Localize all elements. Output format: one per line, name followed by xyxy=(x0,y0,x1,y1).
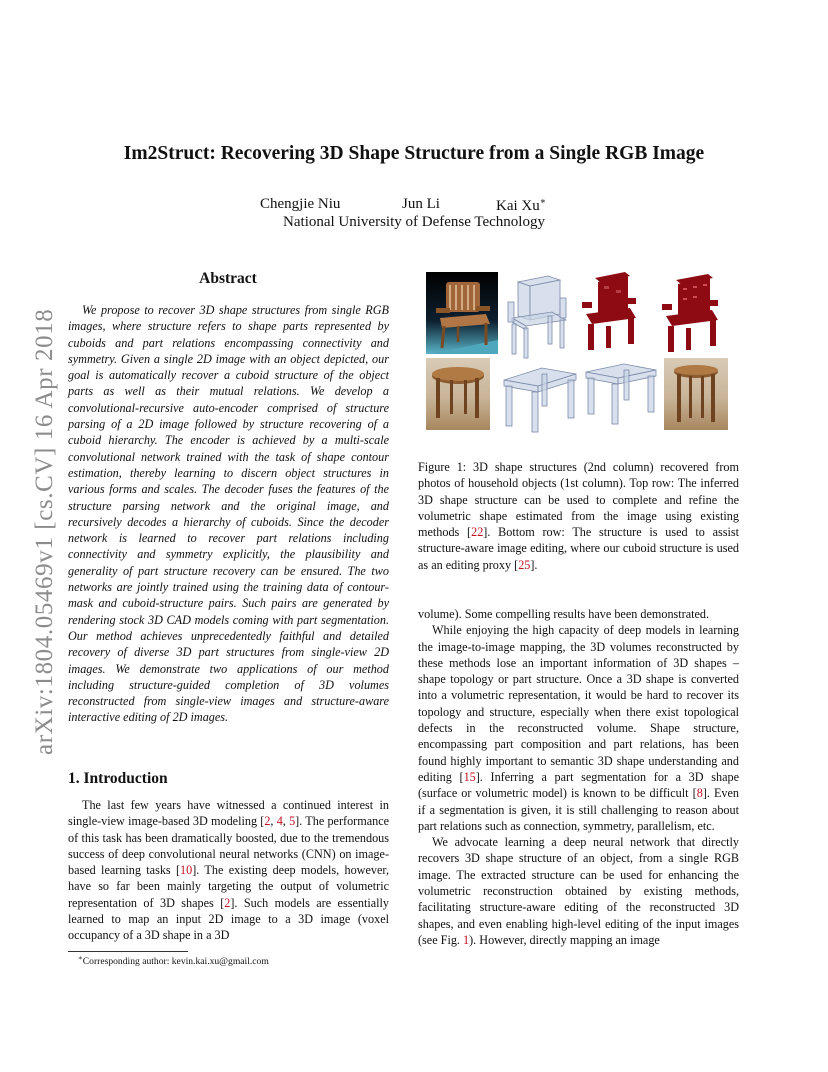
citation-link[interactable]: 25 xyxy=(518,557,531,572)
section-heading-introduction: 1. Introduction xyxy=(68,770,168,787)
citation-link[interactable]: 22 xyxy=(471,525,484,540)
citation-link[interactable]: 2 xyxy=(264,814,271,829)
affiliation: National University of Defense Technology xyxy=(283,214,545,230)
figure-1 xyxy=(420,268,740,448)
author-mark: ∗ xyxy=(539,196,546,206)
citation-link[interactable]: 2 xyxy=(224,895,231,910)
chair-volume-render xyxy=(582,272,636,350)
intro-right-column xyxy=(418,606,739,948)
table-photo xyxy=(426,358,490,430)
intro-paragraph: The last few years have witnessed a continued interest in single-view image-based 3D modeling [2, 4, 5]. The performance of this task has been dramatically boosted, due to the tremendous success of deep convolutional neural networks (CNN) on image-based learning tasks [10]. The existing deep models, however, have so far been mainly targeting the output of volumetric representation of 3D shapes [2]. Such models are essentially learned to map an input 2D image to a 3D image (voxel occupancy of a 3D shape in a 3D xyxy=(68,798,390,943)
citation-link[interactable]: 10 xyxy=(180,863,193,878)
figure-caption: Figure 1: 3D shape structures (2nd column) recovered from photos of household objects (1st column). Top row: The inferred 3D shape structure can be used to complete and refine the volumetric shape estimated from the image using existing methods [22]. Bottom row: The structure is used to assist structure-aware image editing, where our cuboid structure is used as an editing proxy [25]. xyxy=(418,460,739,572)
figure-reference-link[interactable]: 1 xyxy=(463,932,470,947)
citation-link[interactable]: 4 xyxy=(276,814,283,829)
citation-link[interactable]: 8 xyxy=(696,786,703,801)
author-name: Kai Xu∗ xyxy=(496,196,546,214)
footnote xyxy=(78,954,269,967)
footnote-mark: ∗ xyxy=(78,954,83,962)
intro-paragraph: While enjoying the high capacity of deep models in learning the image-to-image mapping, the 3D volumes reconstructed by these methods lose an important information of 3D shapes – shape topology or part structure. Once a 3D shape is converted into a volumetric representation, it would be hard to recover its topology and structure, especially when there exist topological defects in the reconstructed volume. Shape structure, encompassing part composition and part relations, has been found highly important to semantic 3D shape understanding and editing [15]. Inferring a part segmentation for a 3D shape (surface or volumetric model) is known to be difficult [8]. Even if a segmentation is given, it is still challenging to reason about part relations such as connection, symmetry, parallelism, etc. xyxy=(418,623,739,833)
abstract-heading: Abstract xyxy=(199,270,257,287)
intro-paragraph: volume). Some compelling results have been demonstrated. xyxy=(418,607,710,621)
abstract-paragraph: We propose to recover 3D shape structures from single RGB images, where structure refers to shape parts represented by cuboids and part relations encompassing connectivity and symmetry. Given a single 2D image with an object depicted, our goal is automatically recover a cuboid structure of the object parts as well as their mutual relations. We develop a convolutional-recursive auto-encoder comprised of structure parsing of a 2D image followed by structure recovering of a cuboid hierarchy. The encoder is achieved by a multi-scale convolutional network trained with the task of shape contour estimation, thereby learning to discern object structures in various forms and scales. The decoder fuses the features of the structure parsing network and the original image, and recursively decodes a hierarchy of cuboids. Since the decoder network is learned to recover part relations including connectivity and symmetry explicitly, the plausibility and generality of part structure recovery can be ensured. The two networks are jointly trained using the training data of contour-mask and cuboid-structure pairs. Such pairs are generated by rendering stock 3D CAD models coming with part segmentation. Our method achieves unprecedentedly faithful and detailed recovery of diverse 3D part structures from single-view 2D images. We demonstrate two applications of our method including structure-guided completion of 3D volumes reconstructed from single-view images and structure-aware interactive editing of 2D images. xyxy=(68,303,389,725)
footnote-rule xyxy=(68,951,188,952)
author-list xyxy=(260,196,560,216)
footnote-text: Corresponding author: kevin.kai.xu@gmail.com xyxy=(82,956,269,968)
table-cuboid-structure xyxy=(504,368,576,432)
chair-cuboid-structure xyxy=(508,276,566,358)
citation-link[interactable]: 15 xyxy=(463,769,476,784)
citation-link[interactable]: 5 xyxy=(289,814,296,829)
intro-left-column xyxy=(68,797,389,944)
abstract-body xyxy=(68,302,389,726)
author-name: Chengjie Niu xyxy=(260,196,341,212)
chair-photo xyxy=(426,272,498,354)
arxiv-stamp xyxy=(8,250,68,780)
table-edited-photo xyxy=(664,358,728,430)
arxiv-stamp-text: arXiv:1804.05469v1 [cs.CV] 16 Apr 2018 xyxy=(31,308,58,755)
intro-paragraph: We advocate learning a deep neural network that directly recovers 3D shape structure of an object, from a single RGB image. The extracted structure can be used for enhancing the volumetric reconstruction obtained by existing methods, facilitating structure-aware editing of the reconstructed 3D shapes, and even enabling high-level editing of the input images (see Fig. 1). However, directly mapping an image xyxy=(418,835,739,947)
paper-title: Im2Struct: Recovering 3D Shape Structure from a Single RGB Image xyxy=(123,143,705,164)
chair-refined-render xyxy=(662,274,718,352)
table-cuboid-edited xyxy=(586,364,656,424)
author-name: Jun Li xyxy=(402,196,440,212)
